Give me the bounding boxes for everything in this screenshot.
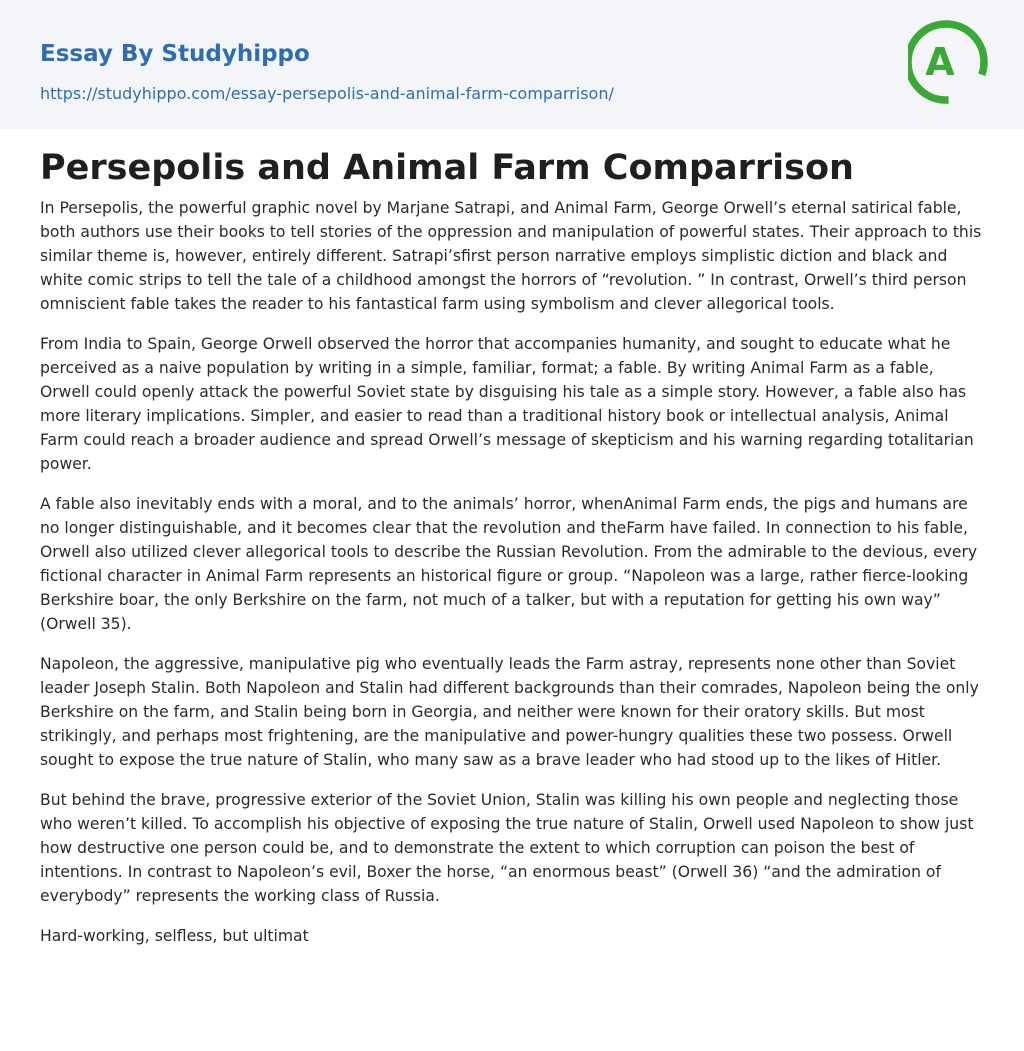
site-header <box>0 0 1024 129</box>
essay-paragraph: Napoleon, the aggressive, manipulative pig who eventually leads the Farm astray, represents none other than Soviet leader Joseph Stalin. Both Napoleon and Stalin had different backgrounds than their comrades, Napoleon being the only Berkshire on the farm, and Stalin being born in Georgia, and neither were known for their oratory skills. But most strikingly, and perhaps most frightening, are the manipulative and power-hungry qualities these two possess. Orwell sought to expose the true nature of Stalin, who many saw as a brave leader who had stood up to the likes of Hitler. <box>40 655 979 769</box>
logo-letter: A <box>925 40 955 84</box>
essay-content <box>40 146 986 964</box>
essay-paragraph: But behind the brave, progressive exterior of the Soviet Union, Stalin was killing his own people and neglecting those who weren’t killed. To accomplish his objective of exposing the true nature of Stalin, Orwell used Napoleon to show just how destructive one person could be, and to demonstrate the extent to which corruption can poison the best of intentions. In contrast to Napoleon’s evil, Boxer the horse, “an enormous beast” (Orwell 36) “and the admiration of everybody” represents the working class of Russia. <box>40 791 974 905</box>
essay-paragraph: In Persepolis, the powerful graphic novel by Marjane Satrapi, and Animal Farm, George Orwell’s eternal satirical fable, both authors use their books to tell stories of the oppression and manipulation of powerful states. Their approach to this similar theme is, however, entirely different. Satrapi’sfirst person narrative employs simplistic diction and black and white comic strips to tell the tale of a childhood amongst the horrors of “revolution. ” In contrast, Orwell’s third person omniscient fable takes the reader to his fantastical farm using symbolism and clever allegorical tools. <box>40 199 982 313</box>
essay-paragraph-truncated: Hard-working, selfless, but ultimat <box>40 927 309 945</box>
essay-paragraph: A fable also inevitably ends with a moral, and to the animals’ horror, whenAnimal Farm ends, the pigs and humans are no longer distinguishable, and it becomes clear that the revolution and theFarm have failed. In connection to his fable, Orwell also utilized clever allegorical tools to describe the Russian Revolution. From the admirable to the devious, every fictional character in Animal Farm represents an historical figure or group. “Napoleon was a large, rather fierce-looking Berkshire boar, the only Berkshire on the farm, not much of a talker, but with a reputation for getting his own way” (Orwell 35). <box>40 495 978 633</box>
studyhippo-logo-icon[interactable] <box>908 17 988 107</box>
brand-title[interactable]: Essay By Studyhippo <box>40 41 310 67</box>
source-url-link[interactable]: https://studyhippo.com/essay-persepolis-and-animal-farm-comparrison/ <box>40 84 614 103</box>
page-title: Persepolis and Animal Farm Comparrison <box>40 148 854 188</box>
essay-paragraph: From India to Spain, George Orwell observed the horror that accompanies humanity, and sought to educate what he perceived as a naive population by writing in a simple, familiar, format; a fable. By writing Animal Farm as a fable, Orwell could openly attack the powerful Soviet state by disguising his tale as a simple story. However, a fable also has more literary implications. Simpler, and easier to read than a traditional history book or intellectual analysis, Animal Farm could reach a broader audience and spread Orwell’s message of skepticism and his warning regarding totalitarian power. <box>40 335 974 473</box>
